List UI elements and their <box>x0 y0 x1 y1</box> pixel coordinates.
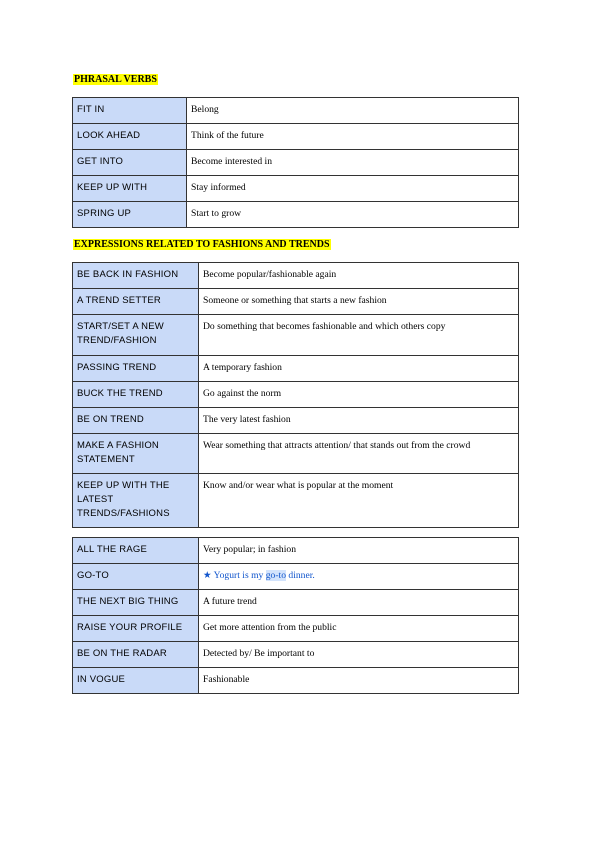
term-cell: KEEP UP WITH THE LATEST TRENDS/FASHIONS <box>73 474 199 528</box>
term-cell: START/SET A NEW TREND/FASHION <box>73 315 199 356</box>
table-row <box>73 538 519 564</box>
definition-cell: Go against the norm <box>199 382 519 408</box>
definition-cell: Become interested in <box>187 150 519 176</box>
table-row <box>73 408 519 434</box>
term-cell: GO-TO <box>73 564 199 590</box>
table-row <box>73 616 519 642</box>
term-cell: GET INTO <box>73 150 187 176</box>
term-cell: A TREND SETTER <box>73 289 199 315</box>
table-row <box>73 124 519 150</box>
table-row <box>73 642 519 668</box>
term-cell: ALL THE RAGE <box>73 538 199 564</box>
table-row <box>73 590 519 616</box>
table-row <box>73 382 519 408</box>
term-cell: BUCK THE TREND <box>73 382 199 408</box>
definition-cell: Detected by/ Be important to <box>199 642 519 668</box>
definition-cell: Get more attention from the public <box>199 616 519 642</box>
term-cell: SPRING UP <box>73 202 187 228</box>
term-cell: LOOK AHEAD <box>73 124 187 150</box>
table-row <box>73 356 519 382</box>
definition-cell: Someone or something that starts a new fashion <box>199 289 519 315</box>
table-row <box>73 434 519 474</box>
definition-cell: Belong <box>187 98 519 124</box>
term-cell: FIT IN <box>73 98 187 124</box>
table-row <box>73 289 519 315</box>
table-row <box>73 564 519 590</box>
example-text-end: dinner. <box>286 570 315 581</box>
term-cell: MAKE A FASHION STATEMENT <box>73 434 199 474</box>
definition-cell: Wear something that attracts attention/ that stands out from the crowd <box>199 434 519 474</box>
table-row <box>73 315 519 356</box>
table-row <box>73 668 519 694</box>
expressions-heading <box>73 238 331 251</box>
term-cell: PASSING TREND <box>73 356 199 382</box>
table-row <box>73 150 519 176</box>
term-cell: BE ON THE RADAR <box>73 642 199 668</box>
definition-cell: The very latest fashion <box>199 408 519 434</box>
definition-cell: A future trend <box>199 590 519 616</box>
table-row <box>73 202 519 228</box>
star-icon: ★ <box>203 570 212 581</box>
table-row <box>73 176 519 202</box>
term-cell: BE ON TREND <box>73 408 199 434</box>
definition-cell: Very popular; in fashion <box>199 538 519 564</box>
term-cell: BE BACK IN FASHION <box>73 263 199 289</box>
expressions-table <box>72 262 519 528</box>
phrasal-verbs-table <box>72 97 519 228</box>
definition-cell: Know and/or wear what is popular at the moment <box>199 474 519 528</box>
term-cell: THE NEXT BIG THING <box>73 590 199 616</box>
definition-cell: Become popular/fashionable again <box>199 263 519 289</box>
term-cell: IN VOGUE <box>73 668 199 694</box>
term-cell: KEEP UP WITH <box>73 176 187 202</box>
phrasal-verbs-heading <box>73 73 158 86</box>
expressions-heading-text: EXPRESSIONS RELATED TO FASHIONS AND TRENDS <box>74 239 330 250</box>
definition-cell: Do something that becomes fashionable and which others copy <box>199 315 519 356</box>
definition-cell: Start to grow <box>187 202 519 228</box>
definition-cell: A temporary fashion <box>199 356 519 382</box>
highlighted-word: go-to <box>265 570 286 581</box>
definition-cell: Think of the future <box>187 124 519 150</box>
table-row <box>73 98 519 124</box>
table-row <box>73 474 519 528</box>
table-row <box>73 263 519 289</box>
example-cell <box>199 564 519 590</box>
phrasal-verbs-heading-text: PHRASAL VERBS <box>74 74 157 85</box>
example-text-start: Yogurt is my <box>213 570 266 581</box>
more-expressions-table <box>72 537 519 694</box>
term-cell: RAISE YOUR PROFILE <box>73 616 199 642</box>
definition-cell: Fashionable <box>199 668 519 694</box>
definition-cell: Stay informed <box>187 176 519 202</box>
